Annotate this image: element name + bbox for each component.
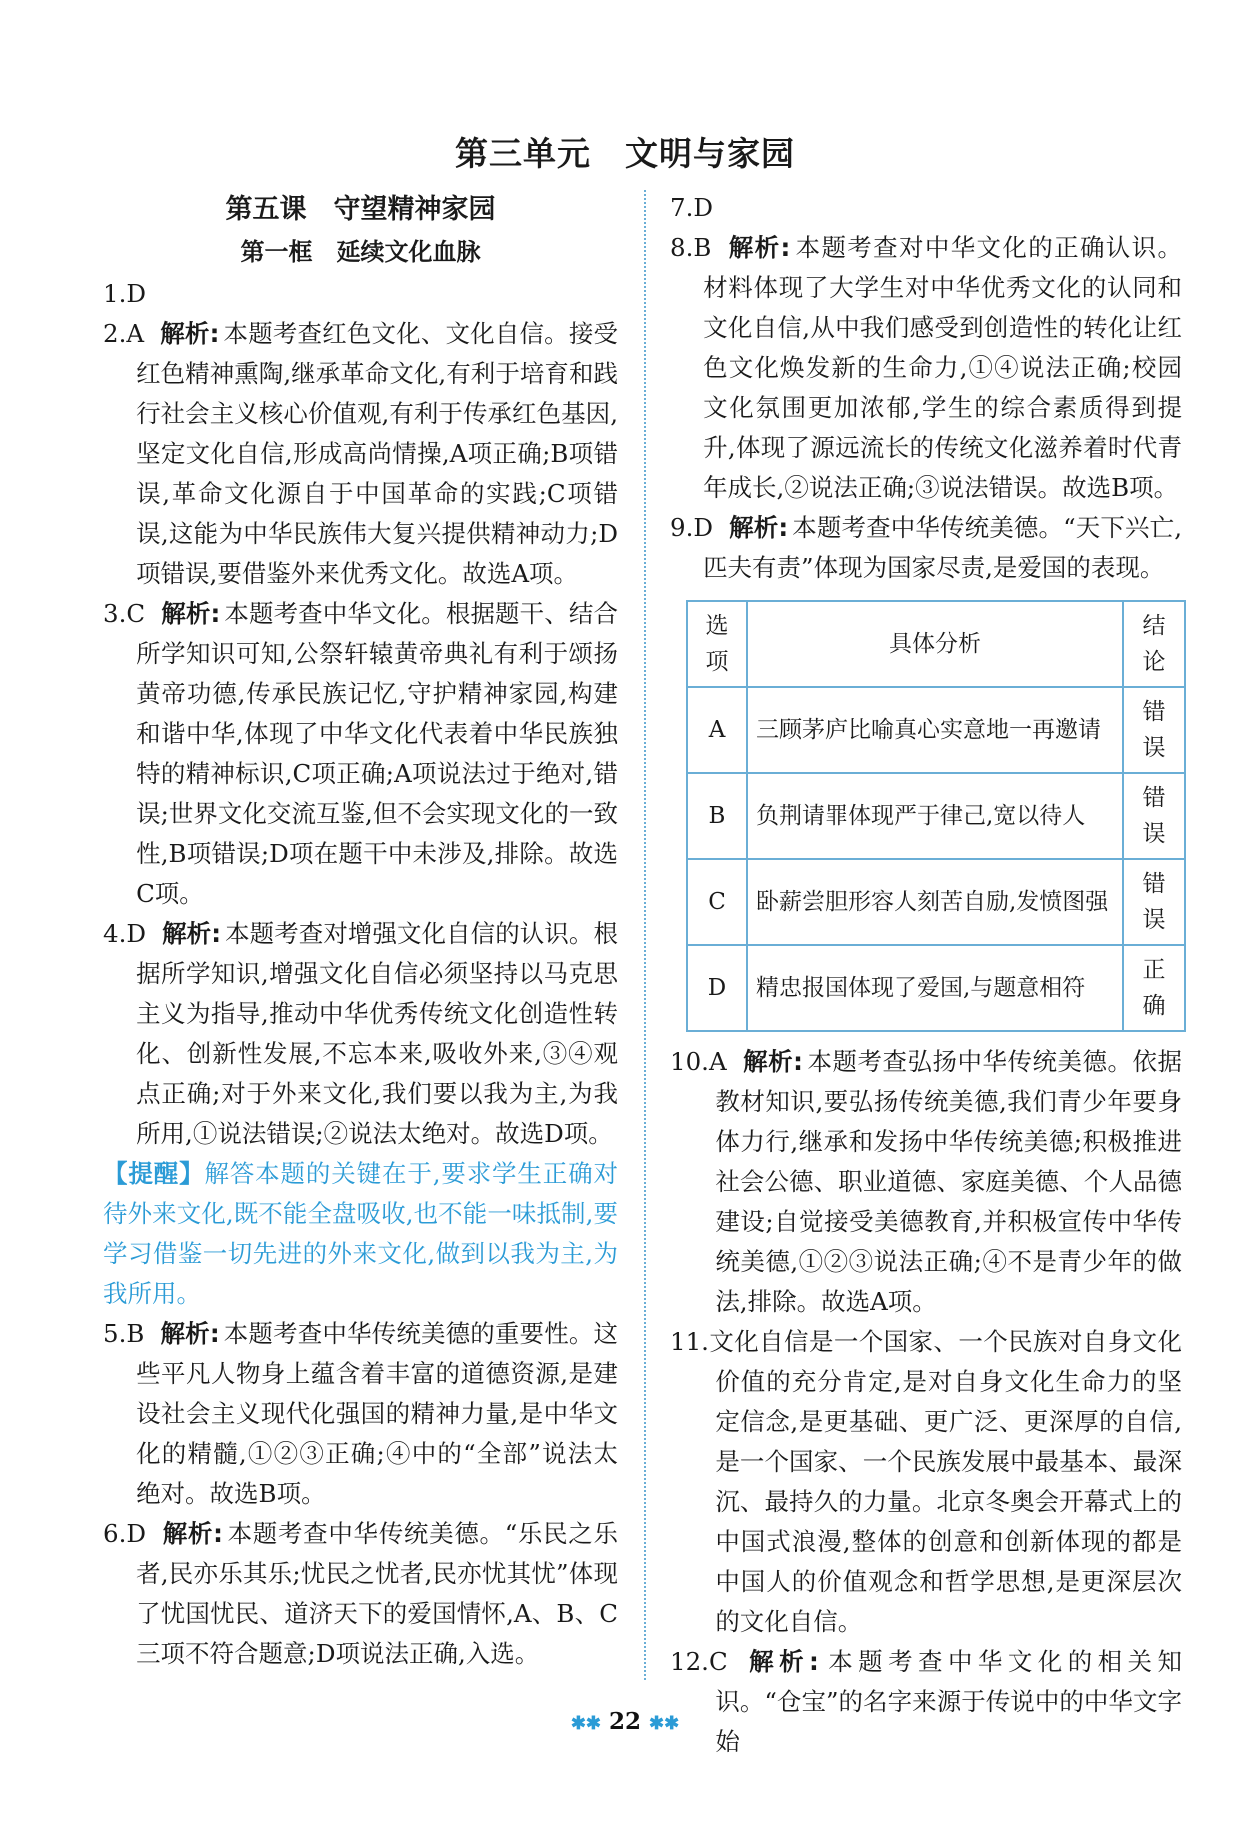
answer-11: 11.文化自信是一个国家、一个民族对自身文化价值的充分肯定,是对自身文化生命力的坚定信念,是更基础、更广泛、更深厚的自信,是一个国家、一个民族发展中最基本、最深沉、最持久的力量。北京冬奥会开幕式上的中国式浪漫,整体的创意和创新体现的都是中国人的价值观念和哲学思想,是更深层次的文化自信。 <box>670 1327 1182 1636</box>
table-cell-analysis: 三顾茅庐比喻真心实意地一再邀请 <box>747 687 1123 773</box>
table-row <box>687 773 1185 859</box>
table-cell-result: 错误 <box>1123 773 1185 859</box>
answer-3: 3.C 解析: 本题考查中华文化。根据题干、结合所学知识可知,公祭轩辕黄帝典礼有利于颂扬黄帝功德,传承民族记忆,守护精神家园,构建和谐中华,体现了中华文化代表着中华民族独特的精神标识,C项正确;A项说法过于绝对,错误;世界文化交流互鉴,但不会实现文化的一致性,B项错误;D项在题干中未涉及,排除。故选C项。 <box>103 599 618 908</box>
table-cell-result: 错误 <box>1123 859 1185 945</box>
table-cell-result: 正确 <box>1123 945 1185 1031</box>
section-title: 第一框 延续文化血脉 <box>240 238 481 266</box>
table-header: 选项 <box>687 601 747 687</box>
tip-note: 【提醒】解答本题的关键在于,要求学生正确对待外来文化,既不能全盘吸收,也不能一味抵制,要学习借鉴一切先进的外来文化,做到以我为主,为我所用。 <box>103 1159 619 1308</box>
table-cell-option: C <box>687 859 747 945</box>
column-divider <box>644 190 646 1680</box>
table-cell-result: 错误 <box>1123 687 1185 773</box>
left-column <box>103 188 618 1674</box>
table-header: 具体分析 <box>747 601 1123 687</box>
answer-9: 9.D 解析: 本题考查中华传统美德。“天下兴亡,匹夫有责”体现为国家尽责,是爱国的表现。 <box>670 513 1182 582</box>
answer-6: 6.D 解析: 本题考查中华传统美德。“乐民之乐者,民亦乐其乐;忧民之忧者,民亦忧其忧”体现了忧国忧民、道济天下的爱国情怀,A、B、C三项不符合题意;D项说法正确,入选。 <box>103 1519 618 1668</box>
left-ornament-icon: ✱✱ <box>570 1713 601 1734</box>
lesson-title: 第五课 守望精神家园 <box>225 194 496 225</box>
table-cell-option: D <box>687 945 747 1031</box>
table-cell-analysis: 精忠报国体现了爱国,与题意相符 <box>747 945 1123 1031</box>
answer-5: 5.B 解析: 本题考查中华传统美德的重要性。这些平凡人物身上蕴含着丰富的道德资源,是建设社会主义现代化强国的精神力量,是中华文化的精髓,①②③正确;④中的“全部”说法太绝对。故选B项。 <box>103 1319 618 1508</box>
page-title: 第三单元 文明与家园 <box>455 134 795 173</box>
right-ornament-icon: ✱✱ <box>649 1713 680 1734</box>
answer-1: 1.D <box>103 279 147 308</box>
table-row <box>687 859 1185 945</box>
table-cell-analysis: 负荆请罪体现严于律己,宽以待人 <box>747 773 1123 859</box>
answer-10: 10.A 解析: 本题考查弘扬中华传统美德。依据教材知识,要弘扬传统美德,我们青少年要身体力行,继承和发扬中华传统美德;积极推进社会公德、职业道德、家庭美德、个人品德建设;自觉接受美德教育,并积极宣传中华传统美德,①②③说法正确;④不是青少年的做法,排除。故选A项。 <box>670 1047 1182 1316</box>
right-column <box>670 188 1182 1762</box>
answer-8: 8.B 解析: 本题考查对中华文化的正确认识。材料体现了大学生对中华优秀文化的认同和文化自信,从中我们感受到创造性的转化让红色文化焕发新的生命力,①④说法正确;校园文化氛围更加浓郁,学生的综合素质得到提升,体现了源远流长的传统文化滋养着时代青年成长,②说法正确;③说法错误。故选B项。 <box>670 233 1182 502</box>
page-number: 22 <box>608 1708 641 1735</box>
answer-4: 4.D 解析: 本题考查对增强文化自信的认识。根据所学知识,增强文化自信必须坚持以马克思主义为指导,推动中华优秀传统文化创造性转化、创新性发展,不忘本来,吸收外来,③④观点正确;对于外来文化,我们要以我为主,为我所用,①说法错误;②说法太绝对。故选D项。 <box>103 919 618 1148</box>
page-footer <box>0 1708 1250 1735</box>
table-row <box>687 687 1185 773</box>
table-cell-option: A <box>687 687 747 773</box>
table-header-row <box>687 601 1185 687</box>
analysis-table <box>686 600 1186 1032</box>
table-cell-option: B <box>687 773 747 859</box>
answer-12: 12.C 解析: 本题考查中华文化的相关知识。“仓宝”的名字来源于传说中的中华文字始 <box>670 1647 1182 1756</box>
table-cell-analysis: 卧薪尝胆形容人刻苦自励,发愤图强 <box>747 859 1123 945</box>
answer-2: 2.A 解析: 本题考查红色文化、文化自信。接受红色精神熏陶,继承革命文化,有利于培育和践行社会主义核心价值观,有利于传承红色基因,坚定文化自信,形成高尚情操,A项正确;B项错误,革命文化源自于中国革命的实践;C项错误,这能为中华民族伟大复兴提供精神动力;D项错误,要借鉴外来优秀文化。故选A项。 <box>103 319 618 588</box>
table-row <box>687 945 1185 1031</box>
table-header: 结论 <box>1123 601 1185 687</box>
answer-7: 7.D <box>670 193 714 222</box>
